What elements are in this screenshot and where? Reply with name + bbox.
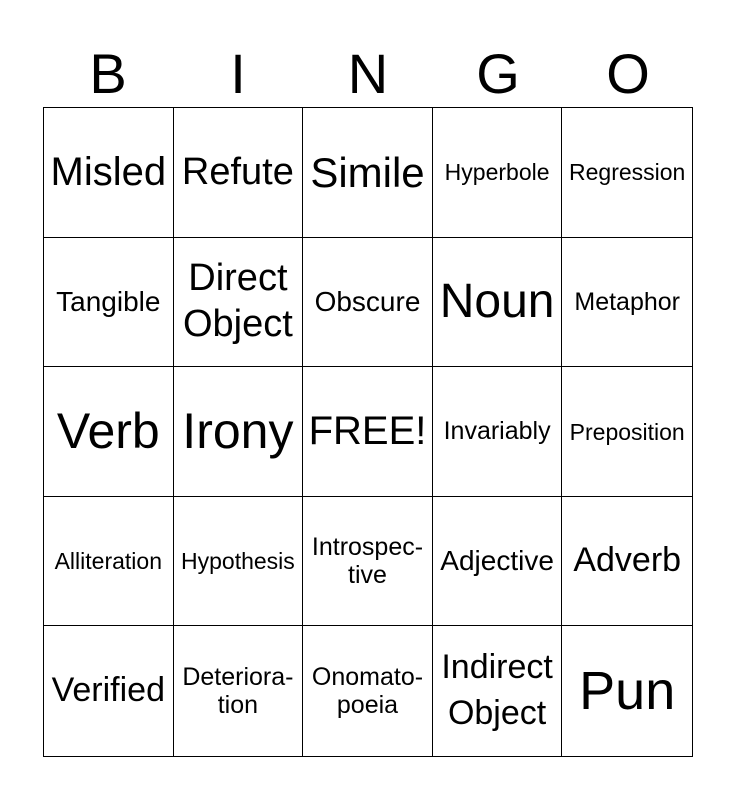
bingo-cell[interactable] bbox=[433, 497, 563, 627]
cell-text: Verb bbox=[56, 403, 160, 460]
bingo-cell[interactable] bbox=[44, 497, 174, 627]
bingo-board bbox=[43, 107, 693, 757]
cell-text: Preposition bbox=[569, 418, 685, 445]
cell-text: Deteriora- tion bbox=[182, 662, 294, 720]
cell-text: Alliteration bbox=[54, 548, 162, 575]
bingo-cell[interactable] bbox=[303, 238, 433, 368]
bingo-cell[interactable] bbox=[562, 367, 692, 497]
cell-text: Pun bbox=[579, 660, 676, 721]
cell-text: Hyperbole bbox=[444, 159, 550, 186]
cell-text: Metaphor bbox=[574, 287, 680, 316]
cell-text: Introspec- tive bbox=[311, 532, 424, 590]
cell-text: Refute bbox=[181, 150, 294, 193]
header-letter-b: B bbox=[89, 42, 127, 105]
header-letter-o: O bbox=[606, 42, 650, 105]
cell-text: Direct Object bbox=[182, 257, 293, 345]
cell-text: Adjective bbox=[440, 545, 554, 577]
bingo-header bbox=[43, 40, 693, 108]
bingo-cell[interactable] bbox=[174, 108, 304, 238]
bingo-cell[interactable] bbox=[44, 238, 174, 368]
cell-text: Irony bbox=[182, 403, 294, 460]
bingo-cell[interactable] bbox=[174, 238, 304, 368]
header-letter-i: I bbox=[230, 42, 246, 105]
cell-text: Verified bbox=[51, 671, 165, 710]
cell-text: Adverb bbox=[573, 541, 682, 580]
bingo-cell free-space[interactable] bbox=[303, 367, 433, 497]
bingo-cell[interactable] bbox=[433, 626, 563, 756]
bingo-cell[interactable] bbox=[433, 108, 563, 238]
free-space-label: FREE! bbox=[308, 408, 427, 453]
bingo-cell[interactable] bbox=[174, 497, 304, 627]
bingo-cell[interactable] bbox=[433, 367, 563, 497]
cell-text: Onomato- poeia bbox=[311, 662, 424, 720]
cell-text: Indirect Object bbox=[441, 648, 553, 733]
bingo-cell[interactable] bbox=[174, 367, 304, 497]
bingo-cell[interactable] bbox=[44, 626, 174, 756]
bingo-cell[interactable] bbox=[44, 108, 174, 238]
bingo-cell[interactable] bbox=[303, 626, 433, 756]
cell-text: Tangible bbox=[56, 286, 161, 318]
bingo-cell[interactable] bbox=[303, 108, 433, 238]
bingo-cell[interactable] bbox=[562, 626, 692, 756]
bingo-cell[interactable] bbox=[562, 497, 692, 627]
bingo-cell[interactable] bbox=[433, 238, 563, 368]
bingo-cell[interactable] bbox=[303, 497, 433, 627]
bingo-cell[interactable] bbox=[562, 238, 692, 368]
header-letter-g: G bbox=[476, 42, 520, 105]
cell-text: Regression bbox=[569, 159, 686, 186]
cell-text: Obscure bbox=[314, 286, 421, 318]
cell-text: Simile bbox=[310, 148, 425, 196]
cell-text: Hypothesis bbox=[181, 548, 295, 575]
bingo-cell[interactable] bbox=[174, 626, 304, 756]
cell-text: Noun bbox=[439, 274, 555, 328]
bingo-cell[interactable] bbox=[44, 367, 174, 497]
header-letter-n: N bbox=[347, 42, 389, 105]
cell-text: Invariably bbox=[443, 417, 551, 446]
cell-text: Misled bbox=[50, 149, 167, 194]
bingo-cell[interactable] bbox=[562, 108, 692, 238]
